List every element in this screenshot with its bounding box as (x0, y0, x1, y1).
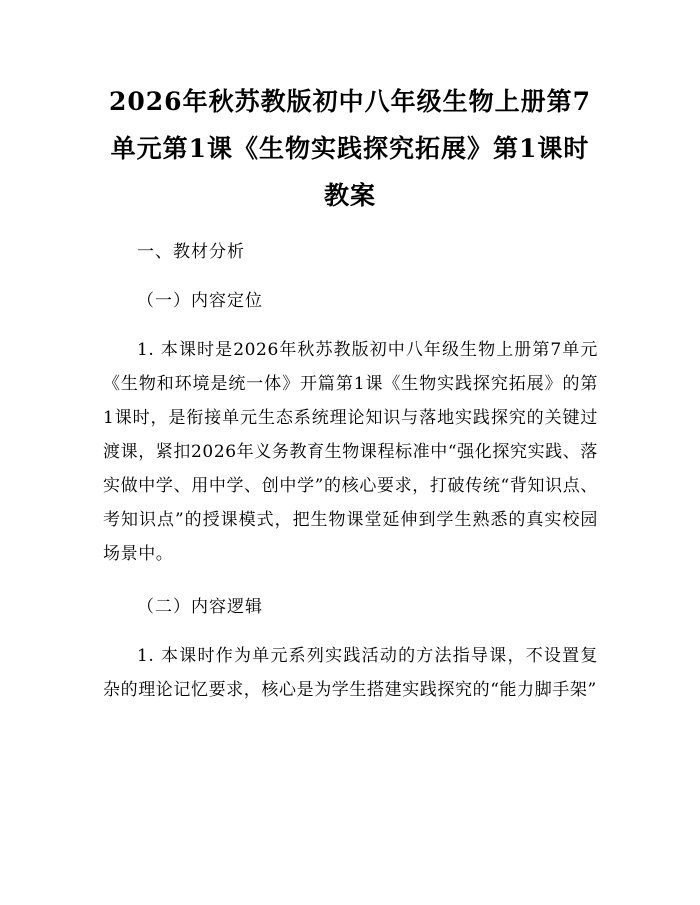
subsection-heading-content-logic: （二）内容逻辑 (137, 597, 263, 617)
section-heading-textbook-analysis: 一、教材分析 (137, 242, 245, 262)
subsection-heading-content-positioning: （一）内容定位 (137, 291, 263, 311)
document-title: 2026年秋苏教版初中八年级生物上册第7单元第1课《生物实践探究拓展》第1课时教案 (109, 87, 591, 210)
paragraph-content-logic: 1. 本课时作为单元系列实践活动的方法指导课，不设置复杂的理论记忆要求，核心是为学生搭建实践探究的“能力脚手架” (103, 646, 598, 700)
paragraph-content-positioning: 1. 本课时是2026年秋苏教版初中八年级生物上册第7单元《生物和环境是统一体》开篇第1课《生物实践探究拓展》的第1课时，是衔接单元生态系统理论知识与落地实践探究的关键过渡课，紧扣2026年义务教育生物课程标准中“强化探究实践、落实做中学、用中学、创中学”的核心要求，打破传统“背知识点、考知识点”的授课模式，把生物课堂延伸到学生熟悉的真实校园场景中。 (103, 340, 598, 564)
